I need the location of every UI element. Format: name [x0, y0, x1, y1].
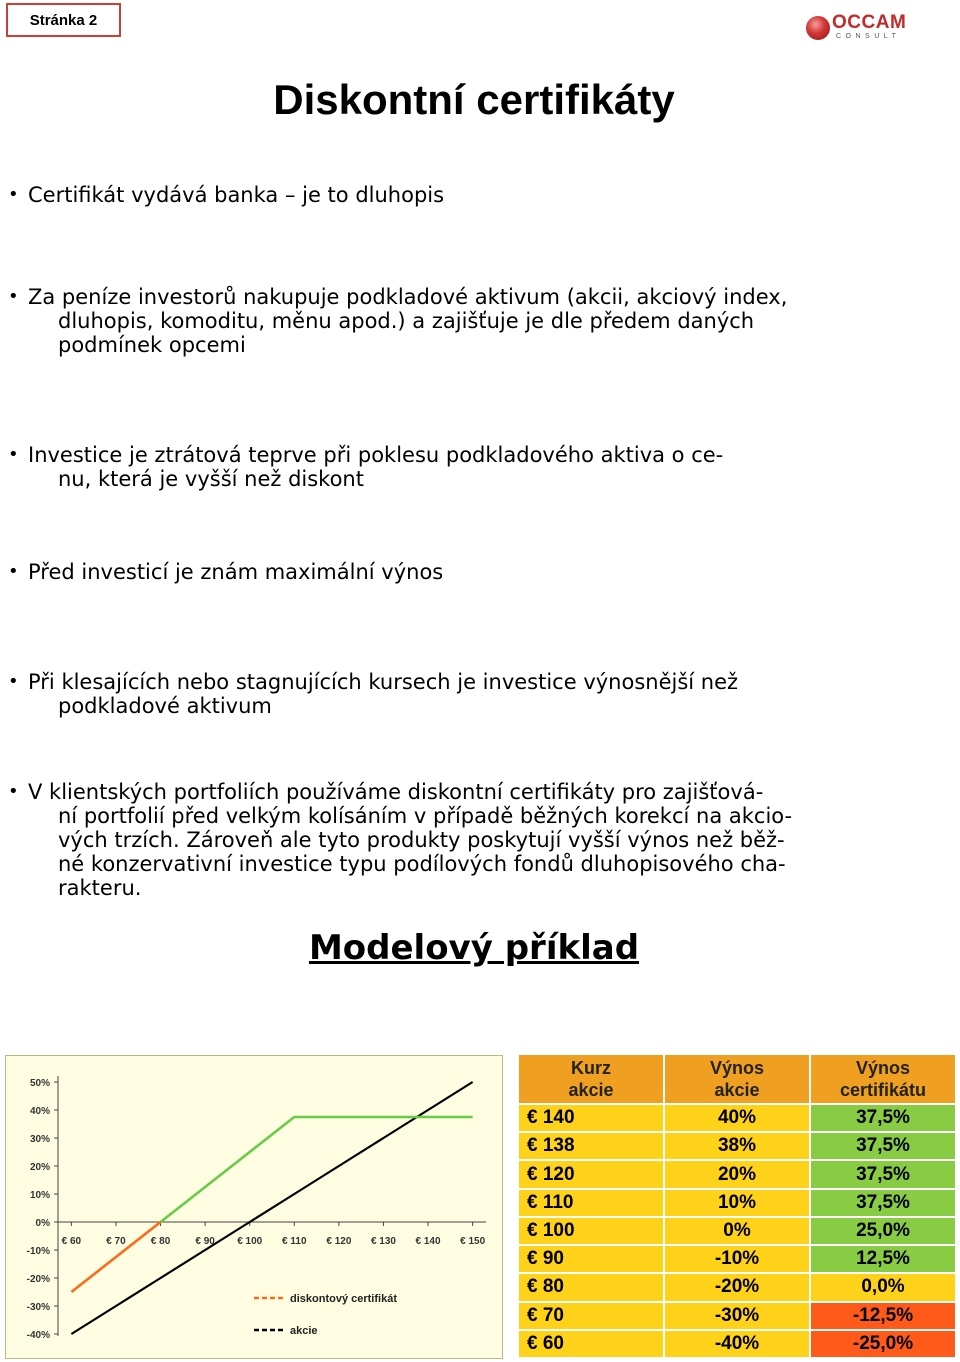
logo-sphere-icon: [806, 16, 830, 40]
bullet-line: né konzervativní investice typu podílových fondů dluhopisového cha-: [58, 852, 786, 876]
table-cell-kurz: € 70: [518, 1302, 664, 1330]
bullet-line: V klientských portfoliích používáme diskontní certifikáty pro zajišťová-: [28, 780, 764, 804]
occam-logo: [806, 14, 906, 42]
logo-subtitle: CONSULT: [836, 33, 901, 40]
bullet-text: [8, 670, 888, 718]
y-tick-label: 0%: [35, 1218, 50, 1229]
table-cell-vynos-cert: 37,5%: [810, 1160, 956, 1188]
x-tick-label: € 150: [460, 1236, 486, 1247]
table-cell-kurz: € 60: [518, 1330, 664, 1358]
table-cell-kurz: € 90: [518, 1245, 664, 1273]
payoff-chart-svg: [6, 1056, 502, 1358]
table-header-text: Kurz: [571, 1058, 611, 1078]
bullet-dot-icon: •: [8, 671, 19, 692]
table-cell-vynos-akcie: 10%: [664, 1189, 810, 1217]
table-cell-kurz: € 120: [518, 1160, 664, 1188]
page-label: Stránka 2: [6, 3, 121, 37]
bullet-line: podkladové aktivum: [58, 694, 272, 718]
table-cell-vynos-akcie: 0%: [664, 1217, 810, 1245]
series-line-certificate-gain: [161, 1117, 473, 1222]
table-row: [518, 1189, 956, 1217]
page-title: Diskontní certifikáty: [273, 76, 675, 123]
bullet-text: [8, 560, 888, 584]
table-header-row: [518, 1054, 956, 1104]
table-row: [518, 1104, 956, 1132]
example-heading: Modelový příklad: [308, 928, 640, 968]
table-header-cell: [664, 1054, 810, 1104]
table-header-text: certifikátu: [839, 1080, 927, 1100]
bullet-text: [8, 780, 888, 900]
table-header-cell: [810, 1054, 956, 1104]
table-cell-vynos-cert: 37,5%: [810, 1132, 956, 1160]
x-tick-label: € 140: [415, 1236, 441, 1247]
table-row: [518, 1132, 956, 1160]
table-cell-vynos-cert: 37,5%: [810, 1189, 956, 1217]
x-tick-label: € 60: [61, 1236, 82, 1247]
y-tick-label: -20%: [26, 1274, 50, 1285]
bullet-line: Před investicí je znám maximální výnos: [28, 560, 444, 584]
x-tick-label: € 110: [282, 1236, 307, 1247]
y-tick-label: -40%: [26, 1330, 50, 1341]
x-tick-label: € 70: [106, 1236, 126, 1247]
table-cell-vynos-cert: 37,5%: [810, 1104, 956, 1132]
table-cell-kurz: € 140: [518, 1104, 664, 1132]
table-cell-vynos-akcie: -10%: [664, 1245, 810, 1273]
series-line-akcie: [71, 1082, 472, 1334]
table-body: [518, 1104, 956, 1358]
table-row: [518, 1302, 956, 1330]
y-tick-label: 10%: [29, 1190, 50, 1201]
bullet-text: [8, 443, 888, 491]
x-tick-label: € 100: [237, 1236, 263, 1247]
returns-table-container: [517, 1053, 957, 1359]
table-cell-vynos-akcie: -20%: [664, 1273, 810, 1301]
bullet-line: nu, která je vyšší než diskont: [58, 467, 364, 491]
table-cell-kurz: € 80: [518, 1273, 664, 1301]
table-row: [518, 1217, 956, 1245]
x-tick-label: € 90: [195, 1236, 215, 1247]
logo-name: OCCAM: [832, 12, 907, 33]
table-cell-vynos-akcie: -30%: [664, 1302, 810, 1330]
bullet-line: Za peníze investorů nakupuje podkladové aktivum (akcii, akciový index,: [28, 285, 788, 309]
bullet-line: podmínek opcemi: [58, 333, 246, 357]
legend-label-certificate: diskontový certifikát: [290, 1293, 397, 1305]
returns-table: [517, 1053, 957, 1359]
bullet-dot-icon: •: [8, 286, 19, 307]
table-cell-kurz: € 138: [518, 1132, 664, 1160]
bullet-item: [8, 285, 888, 357]
bullet-line: vých trzích. Zároveň ale tyto produkty poskytují vyšší výnos než běž-: [58, 828, 785, 852]
y-tick-label: -10%: [26, 1246, 50, 1257]
table-header-text: akcie: [714, 1080, 760, 1100]
bullet-line: rakteru.: [58, 876, 142, 900]
x-tick-label: € 80: [150, 1236, 171, 1247]
table-cell-vynos-akcie: -40%: [664, 1330, 810, 1358]
bullet-dot-icon: •: [8, 184, 19, 205]
bullet-line: Při klesajících nebo stagnujících kursech je investice výnosnější než: [28, 670, 739, 694]
table-cell-vynos-cert: 0,0%: [810, 1273, 956, 1301]
series-line-certificate-loss: [71, 1222, 160, 1292]
bullet-dot-icon: •: [8, 561, 19, 582]
table-row: [518, 1273, 956, 1301]
bullet-item: [8, 560, 888, 584]
bullet-dot-icon: •: [8, 444, 19, 465]
table-cell-kurz: € 100: [518, 1217, 664, 1245]
bullet-line: Certifikát vydává banka – je to dluhopis: [28, 183, 445, 207]
bullet-dot-icon: •: [8, 781, 19, 802]
table-cell-vynos-akcie: 40%: [664, 1104, 810, 1132]
y-tick-label: 20%: [29, 1162, 50, 1173]
bullet-text: [8, 285, 888, 357]
legend-label-akcie: akcie: [290, 1325, 318, 1337]
y-tick-label: 40%: [29, 1106, 50, 1117]
bullet-item: [8, 780, 888, 900]
table-cell-vynos-akcie: 38%: [664, 1132, 810, 1160]
table-header-text: Výnos: [855, 1058, 911, 1078]
table-header-text: akcie: [568, 1080, 614, 1100]
table-cell-vynos-cert: -25,0%: [810, 1330, 956, 1358]
bullet-line: dluhopis, komoditu, měnu apod.) a zajišťuje je dle předem daných: [58, 309, 755, 333]
table-row: [518, 1330, 956, 1358]
y-tick-label: -30%: [26, 1302, 50, 1313]
table-row: [518, 1160, 956, 1188]
bullet-item: [8, 183, 888, 207]
bullet-line: Investice je ztrátová teprve při poklesu podkladového aktiva o ce-: [28, 443, 724, 467]
table-cell-vynos-cert: 25,0%: [810, 1217, 956, 1245]
table-cell-vynos-cert: -12,5%: [810, 1302, 956, 1330]
table-header-text: Výnos: [709, 1058, 765, 1078]
x-tick-label: € 130: [370, 1236, 396, 1247]
table-cell-vynos-cert: 12,5%: [810, 1245, 956, 1273]
payoff-chart: [5, 1055, 503, 1359]
bullet-item: [8, 443, 888, 491]
y-tick-label: 50%: [29, 1078, 50, 1089]
bullet-item: [8, 670, 888, 718]
x-tick-label: € 120: [326, 1236, 352, 1247]
bullet-line: ní portfolií před velkým kolísáním v případě běžných korekcí na akcio-: [58, 804, 793, 828]
table-cell-vynos-akcie: 20%: [664, 1160, 810, 1188]
bullet-text: [8, 183, 888, 207]
table-row: [518, 1245, 956, 1273]
table-cell-kurz: € 110: [518, 1189, 664, 1217]
y-tick-label: 30%: [29, 1134, 50, 1145]
table-header-cell: [518, 1054, 664, 1104]
